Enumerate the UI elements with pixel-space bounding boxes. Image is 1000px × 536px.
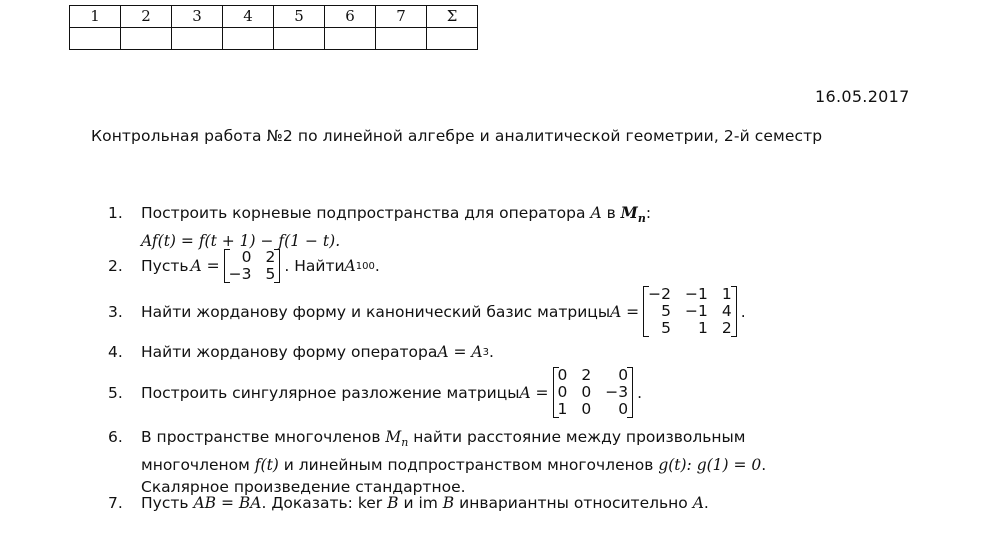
task-text: Пусть (141, 257, 189, 275)
ker-operator: ker (357, 494, 383, 512)
task-formula: Af(t) = f(t + 1) − f(1 − t). (141, 232, 341, 251)
task-number: 3. (108, 302, 123, 321)
task-1 (108, 202, 651, 252)
task-text: . (740, 302, 746, 321)
matrix-cell: −3 (605, 383, 629, 401)
ker-argument: B (387, 494, 399, 512)
operator-symbol: A (692, 494, 704, 512)
polynomial-g-condition: g(t): g(1) = 0 (658, 456, 762, 475)
task-number: 1. (108, 204, 123, 222)
task-number: 2. (108, 257, 123, 275)
grade-score-cell (325, 28, 376, 50)
grade-header-cell: 5 (274, 6, 325, 28)
grade-header-cell: 1 (70, 6, 121, 28)
task-number: 6. (108, 428, 123, 446)
matrix-cell: 5 (265, 265, 276, 283)
matrix-lhs: A = (190, 257, 220, 275)
matrix-cell: −3 (228, 265, 252, 283)
im-operator: im (418, 494, 438, 512)
task-text: найти расстояние между произвольным (408, 428, 746, 446)
power-base: A (344, 257, 356, 275)
task-text: Найти жорданову форму оператора (141, 343, 438, 361)
grade-header-cell: Σ (427, 6, 478, 28)
grade-header-cell: 3 (172, 6, 223, 28)
matrix-cell: 0 (557, 366, 568, 384)
task-text: . (703, 494, 709, 512)
matrix-cell: 5 (661, 319, 672, 337)
grade-score-cell (223, 28, 274, 50)
matrix-cell: 0 (241, 248, 252, 266)
task-text: Построить корневые подпространства для оператора (141, 204, 591, 222)
im-argument: B (442, 494, 455, 512)
task-text: и (398, 494, 419, 512)
grade-score-cell (121, 28, 172, 50)
matrix-cell: 2 (265, 248, 276, 266)
task-5 (108, 367, 642, 418)
grade-score-cell (70, 28, 121, 50)
task-number: 5. (108, 383, 123, 402)
task-text: и линейным подпространством многочленов (278, 456, 659, 475)
matrix-cell: −2 (648, 285, 672, 303)
matrix-cell: −1 (685, 302, 708, 320)
matrix-cell: −1 (685, 285, 708, 303)
task-text: инвариантны относительно (454, 494, 693, 512)
matrix-cell: 1 (557, 400, 568, 418)
task-text: . (374, 257, 380, 275)
task-number: 7. (108, 494, 123, 512)
matrix-cell: 4 (721, 302, 732, 320)
task-text: Найти жорданову форму и канонический базис матрицы (141, 302, 611, 321)
matrix-cell: 5 (661, 302, 672, 320)
grade-table (69, 5, 478, 50)
grade-header-cell: 6 (325, 6, 376, 28)
task-text: . Найти (284, 257, 345, 275)
task-formula: AB = BA (193, 494, 262, 512)
matrix-lhs: A = (610, 302, 640, 321)
grade-score-cell (376, 28, 427, 50)
task-formula: A = A (437, 343, 483, 361)
grade-score-cell (172, 28, 223, 50)
task-text: . Доказать: (261, 494, 358, 512)
task-text: Скалярное произведение стандартное. (141, 478, 466, 497)
matrix-cell: 1 (721, 285, 732, 303)
task-2 (108, 249, 380, 283)
task-7 (108, 492, 709, 514)
task-text: в (601, 204, 621, 222)
task-text: В пространстве многочленов (141, 428, 386, 446)
space-symbol: M (620, 203, 638, 222)
matrix-cell: 2 (721, 319, 732, 337)
grade-header-cell: 7 (376, 6, 427, 28)
grade-score-cell (427, 28, 478, 50)
space-subscript: n (637, 212, 646, 226)
matrix-cell: 0 (581, 383, 592, 401)
task-text: многочленом (141, 456, 255, 475)
task-text: Построить сингулярное разложение матрицы (141, 383, 520, 402)
matrix-3x3 (553, 367, 634, 418)
power-exponent: 3 (482, 346, 489, 358)
grade-table-header-row (70, 6, 478, 28)
matrix-cell: 1 (698, 319, 708, 337)
grade-score-cell (274, 28, 325, 50)
grade-table-score-row (70, 28, 478, 50)
task-text: . (488, 343, 494, 361)
matrix-lhs: A = (519, 383, 549, 402)
task-number: 4. (108, 343, 123, 361)
task-text: : (645, 204, 652, 222)
task-4 (108, 343, 494, 361)
task-6 (108, 426, 766, 498)
task-text: . (637, 383, 643, 402)
matrix-cell: 0 (618, 400, 629, 418)
space-symbol: M (385, 428, 402, 446)
page-title: Контрольная работа №2 по линейной алгебре и аналитической геометрии, 2-й семестр (91, 127, 823, 145)
task-text: . (761, 456, 767, 475)
power-exponent: 100 (355, 260, 375, 272)
exam-date: 16.05.2017 (815, 87, 910, 106)
matrix-cell: 0 (581, 400, 592, 418)
matrix-2x2 (224, 249, 281, 283)
matrix-cell: 2 (581, 366, 592, 384)
matrix-cell: 0 (557, 383, 568, 401)
grade-header-cell: 2 (121, 6, 172, 28)
grade-header-cell: 4 (223, 6, 274, 28)
matrix-3x3 (643, 286, 737, 337)
operator-symbol: A (590, 204, 602, 222)
task-text: Пусть (141, 494, 194, 512)
polynomial-f: f(t) (254, 456, 279, 475)
matrix-cell: 0 (618, 366, 629, 384)
task-3 (108, 286, 746, 337)
space-subscript: n (401, 436, 409, 450)
